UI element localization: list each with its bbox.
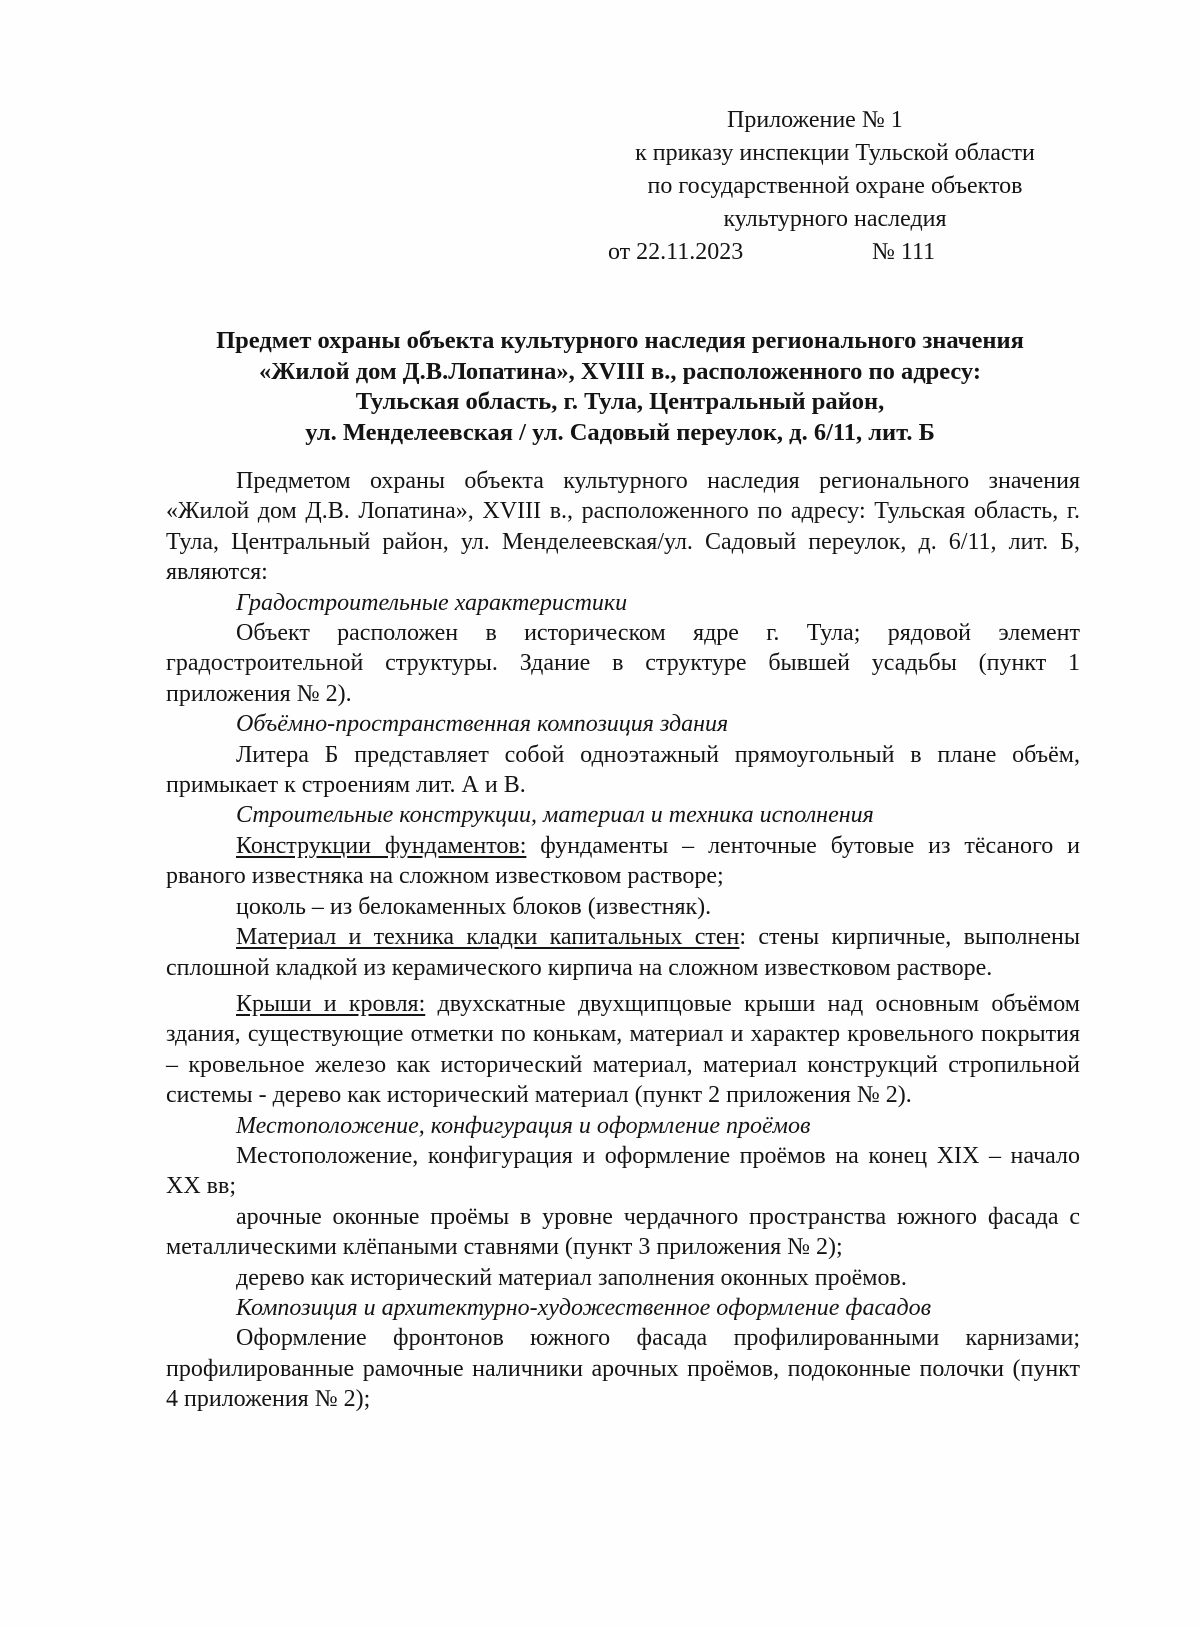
document-title xyxy=(160,326,1080,448)
title-line-1: Предмет охраны объекта культурного наследия регионального значения xyxy=(216,327,1024,354)
appendix-date-line xyxy=(590,236,1080,269)
roof-text: двухскатные двухщипцовые крыши над основным объёмом здания, существующие отметки по конькам, материал и характер кровельного покрытия – кровельное железо как исторический материал, материал конструкций стропильной системы - дерево как исторический материал (пункт 2 приложения № 2). xyxy=(166,990,1080,1109)
section-text-urban: Объект расположен в историческом ядре г. Тула; рядовой элемент градостроительной структуры. Здание в структуре бывшей усадьбы (пункт 1 приложения № 2). xyxy=(166,620,1080,707)
order-date: от 22.11.2023 xyxy=(608,239,744,265)
appendix-inspection-line: по государственной охране объектов xyxy=(647,173,1023,199)
title-line-3: Тульская область, г. Тула, Центральный район, xyxy=(355,388,885,415)
section-text-composition: Литера Б представляет собой одноэтажный прямоугольный в плане объём, примыкает к строениям лит. А и В. xyxy=(166,741,1080,799)
order-number: № 111 xyxy=(872,239,936,265)
section-heading-urban: Градостроительные характеристики xyxy=(236,589,628,616)
section-heading-openings: Местоположение, конфигурация и оформление проёмов xyxy=(236,1112,811,1139)
plinth-paragraph: цоколь – из белокаменных блоков (известняк). xyxy=(236,893,712,920)
roof-paragraph xyxy=(166,989,1080,1111)
appendix-heritage-line: культурного наследия xyxy=(723,206,947,232)
walls-paragraph xyxy=(166,922,1080,983)
foundations-label: Конструкции фундаментов: xyxy=(236,832,527,859)
roof-label: Крыши и кровля: xyxy=(236,990,426,1017)
foundations-paragraph xyxy=(166,831,1080,892)
walls-text: : стены кирпичные, выполнены сплошной кладкой из керамического кирпича на сложном известковом растворе. xyxy=(166,924,1080,981)
intro-paragraph: Предметом охраны объекта культурного наследия регионального значения «Жилой дом Д.В. Лопатина», XVIII в., расположенного по адресу: Тульская область, г. Тула, Центральный район, ул. Менделеевская/ул. Садовый переулок, д. 6/11, лит. Б, являются: xyxy=(166,468,1080,586)
facades-paragraph-1: Оформление фронтонов южного фасада профилированными карнизами; профилированные рамочные наличники арочных проёмов, подоконные полочки (пункт 4 приложения № 2); xyxy=(166,1325,1080,1413)
section-heading-structures: Строительные конструкции, материал и техника исполнения xyxy=(236,802,874,829)
walls-label: Материал и техника кладки капитальных стен xyxy=(236,924,740,951)
title-line-2: «Жилой дом Д.В.Лопатина», XVIII в., расположенного по адресу: xyxy=(258,357,982,385)
appendix-header xyxy=(590,104,1080,269)
openings-paragraph-3: дерево как исторический материал заполнения оконных проёмов. xyxy=(236,1264,907,1291)
foundations-text: фундаменты – ленточные бутовые из тёсаного и рваного известняка на сложном известковом растворе; xyxy=(166,832,1080,890)
openings-paragraph-2: арочные оконные проёмы в уровне чердачного пространства южного фасада с металлическими клёпаными ставнями (пункт 3 приложения № 2); xyxy=(166,1203,1080,1261)
appendix-order-line: к приказу инспекции Тульской области xyxy=(635,140,1035,166)
document-body xyxy=(166,466,1080,1415)
openings-paragraph-1: Местоположение, конфигурация и оформление проёмов на конец XIX – начало XX вв; xyxy=(166,1142,1080,1200)
title-line-4: ул. Менделеевская / ул. Садовый переулок, д. 6/11, лит. Б xyxy=(305,418,935,446)
section-heading-facades: Композиция и архитектурно-художественное оформление фасадов xyxy=(236,1294,932,1321)
section-heading-composition: Объёмно-пространственная композиция здания xyxy=(236,711,729,738)
appendix-number-line: Приложение № 1 xyxy=(727,107,903,133)
